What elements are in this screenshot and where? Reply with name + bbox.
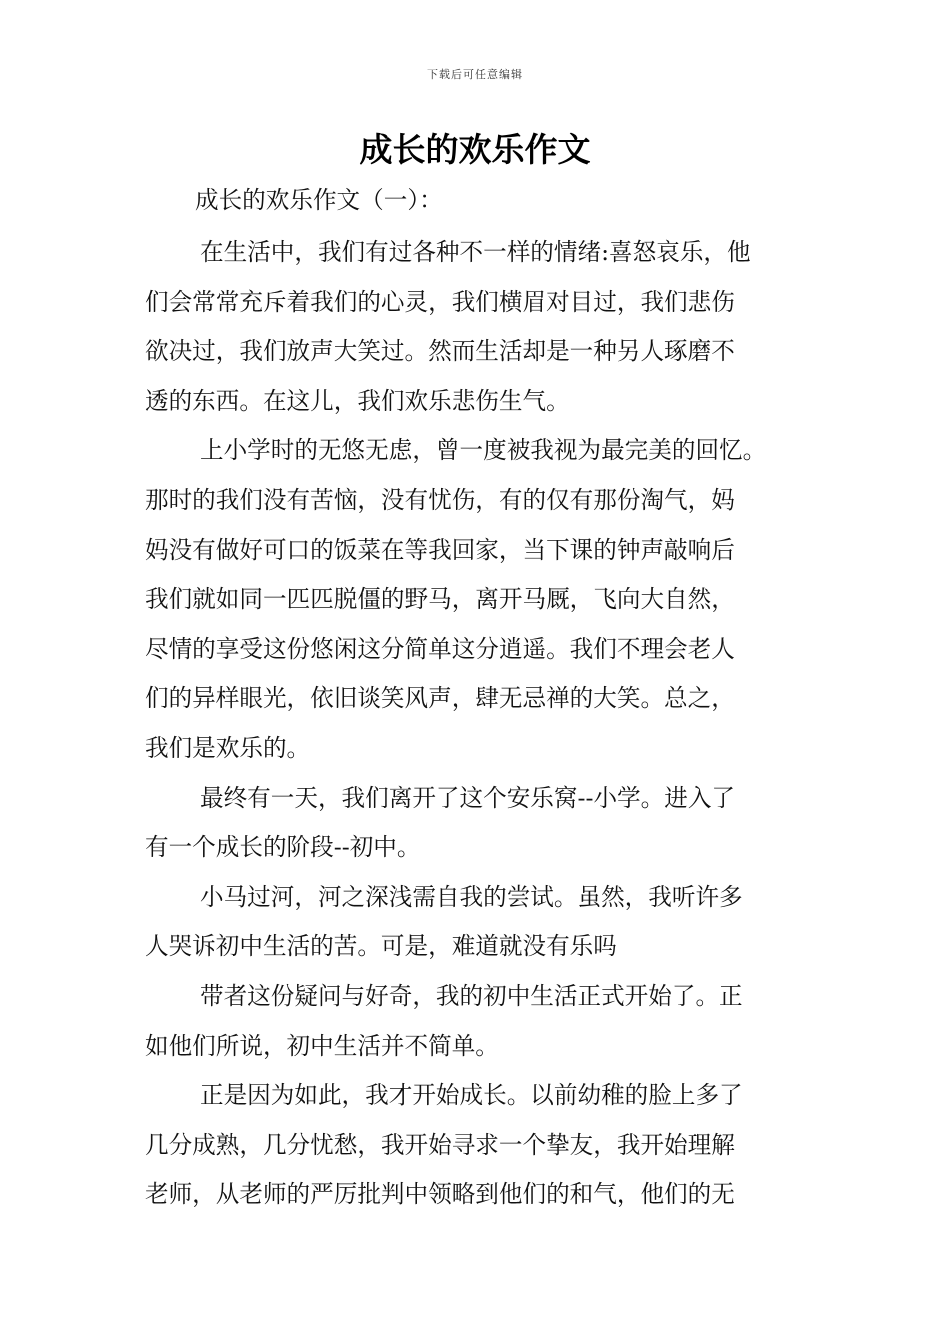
paragraph-line: 透的东西。在这儿，我们欢乐悲伤生气。 bbox=[145, 386, 570, 415]
paragraph-line: 带者这份疑问与好奇，我的初中生活正式开始了。正 bbox=[200, 981, 743, 1010]
paragraph-line: 有一个成长的阶段--初中。 bbox=[145, 833, 421, 862]
paragraph bbox=[145, 873, 810, 972]
paragraph-line: 在生活中，我们有过各种不一样的情绪:喜怒哀乐，他 bbox=[200, 238, 751, 266]
paragraph-line: 尽情的享受这份悠闲这分简单这分逍遥。我们不理会老人 bbox=[145, 634, 735, 663]
paragraph-line: 们会常常充斥着我们的心灵，我们横眉对目过，我们悲伤 bbox=[145, 287, 735, 316]
paragraph-line: 如他们所说，初中生活并不简单。 bbox=[145, 1031, 499, 1060]
paragraph-line: 们的异样眼光，依旧谈笑风声，肆无忌禅的大笑。总之， bbox=[145, 684, 735, 713]
paragraph-line: 正是因为如此，我才开始成长。以前幼稚的脸上多了 bbox=[200, 1081, 743, 1110]
section-subtitle: 成长的欢乐作文（一）： bbox=[195, 186, 443, 214]
paragraph-line: 我们就如同一匹匹脱僵的野马，离开马厩，飞向大自然， bbox=[145, 585, 735, 614]
paragraph-line: 我们是欢乐的。 bbox=[145, 733, 311, 762]
paragraph-line: 老师，从老师的严厉批判中领略到他们的和气，他们的无 bbox=[145, 1180, 735, 1209]
header-note: 下载后可任意编辑 bbox=[427, 68, 523, 81]
document-body bbox=[145, 178, 810, 1220]
paragraph-line: 最终有一天，我们离开了这个安乐窝--小学。进入了 bbox=[200, 783, 736, 812]
paragraph-line: 妈没有做好可口的饭菜在等我回家，当下课的钟声敲响后 bbox=[145, 535, 735, 564]
paragraph-line: 欲决过，我们放声大笑过。然而生活却是一种另人琢磨不 bbox=[145, 337, 735, 366]
paragraph-line: 小马过河，河之深浅需自我的尝试。虽然，我听许多 bbox=[200, 882, 743, 911]
paragraph-line: 那时的我们没有苦恼，没有忧伤，有的仅有那份淘气，妈 bbox=[145, 485, 735, 514]
paragraph bbox=[145, 972, 810, 1071]
paragraph-line: 人哭诉初中生活的苦。可是，难道就没有乐吗 bbox=[145, 932, 617, 961]
document-title: 成长的欢乐作文 bbox=[359, 130, 591, 169]
paragraph bbox=[145, 426, 810, 773]
paragraph bbox=[145, 228, 810, 426]
paragraph bbox=[145, 1071, 810, 1220]
paragraph bbox=[145, 774, 810, 873]
paragraph-line: 上小学时的无悠无虑，曾一度被我视为最完美的回忆。 bbox=[200, 436, 767, 465]
paragraph-container bbox=[145, 228, 810, 1220]
paragraph-line: 几分成熟，几分忧愁，我开始寻求一个挚友，我开始理解 bbox=[145, 1130, 735, 1159]
